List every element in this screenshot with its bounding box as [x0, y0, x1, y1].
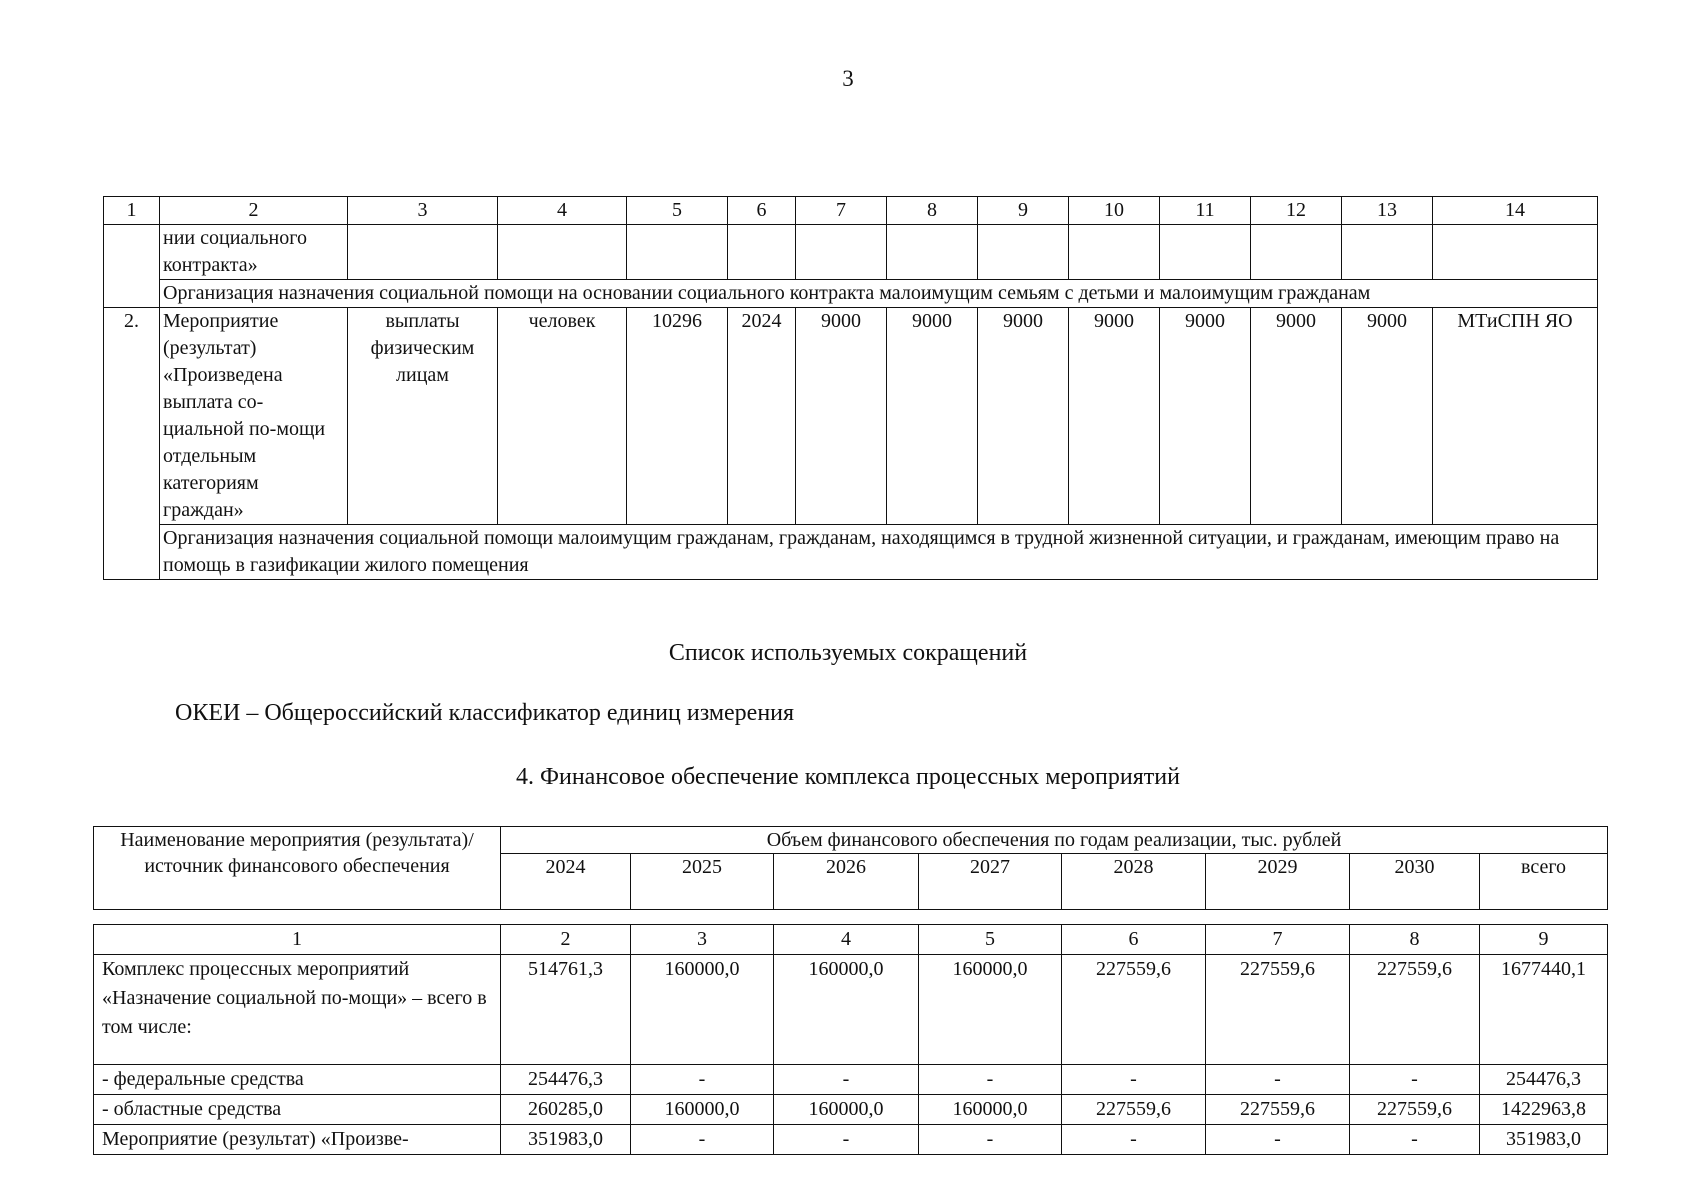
- table-cell: [1069, 225, 1160, 280]
- year-header: 2025: [631, 854, 774, 910]
- table-row: [94, 955, 1608, 1065]
- total-header: всего: [1480, 854, 1608, 910]
- value-cell: 160000,0: [919, 955, 1062, 1065]
- col-number: 6: [1062, 925, 1206, 955]
- col-header-group: Объем финансового обеспечения по годам реализации, тыс. рублей: [501, 827, 1608, 854]
- col-number: 8: [1350, 925, 1480, 955]
- task-description: Организация назначения социальной помощи на основании социального контракта малоимущим семьям с детьми и малоимущим гражданам: [160, 280, 1598, 308]
- col-number: 7: [796, 197, 887, 225]
- year-header: 2024: [501, 854, 631, 910]
- value-cell: -: [631, 1065, 774, 1095]
- table-cell: [498, 225, 627, 280]
- year-value: 9000: [1251, 308, 1342, 525]
- table-row: [94, 1095, 1608, 1125]
- value-cell: -: [774, 1125, 919, 1155]
- col-number: 4: [498, 197, 627, 225]
- value-cell: 351983,0: [501, 1125, 631, 1155]
- table-row: [94, 1125, 1608, 1155]
- value-cell: 227559,6: [1350, 955, 1480, 1065]
- row-number: 2.: [104, 308, 160, 580]
- year-header: 2030: [1350, 854, 1480, 910]
- measure-unit: человек: [498, 308, 627, 525]
- row-name: - областные средства: [94, 1095, 501, 1125]
- measure-name: Мероприятие (результат) «Произведена выплата со-циальной по-мощи отдельным категориям граждан»: [160, 308, 348, 525]
- table-row: [104, 225, 1598, 280]
- col-number: 1: [94, 925, 501, 955]
- table-cell: [1433, 225, 1598, 280]
- total-cell: 351983,0: [1480, 1125, 1608, 1155]
- year-value: 9000: [887, 308, 978, 525]
- col-number: 1: [104, 197, 160, 225]
- table-row: [94, 827, 1608, 854]
- value-cell: -: [631, 1125, 774, 1155]
- value-cell: -: [1350, 1065, 1480, 1095]
- value-cell: 227559,6: [1062, 955, 1206, 1065]
- abbreviations-heading: Список используемых сокращений: [668, 640, 1028, 666]
- year-value: 9000: [1069, 308, 1160, 525]
- year-value: 9000: [1160, 308, 1251, 525]
- value-cell: 227559,6: [1062, 1095, 1206, 1125]
- col-number: 2: [160, 197, 348, 225]
- value-cell: 160000,0: [774, 1095, 919, 1125]
- col-number: 4: [774, 925, 919, 955]
- total-cell: 1422963,8: [1480, 1095, 1608, 1125]
- table-cell: [978, 225, 1069, 280]
- col-number: 11: [1160, 197, 1251, 225]
- table-cell: [796, 225, 887, 280]
- year-header: 2027: [919, 854, 1062, 910]
- total-cell: 1677440,1: [1480, 955, 1608, 1065]
- value-cell: 227559,6: [1206, 1095, 1350, 1125]
- value-cell: -: [919, 1065, 1062, 1095]
- value-cell: 227559,6: [1350, 1095, 1480, 1125]
- col-number: 8: [887, 197, 978, 225]
- table-cell: [104, 225, 160, 308]
- col-number: 12: [1251, 197, 1342, 225]
- row-name: - федеральные средства: [94, 1065, 501, 1095]
- value-cell: 160000,0: [631, 955, 774, 1065]
- col-number: 3: [631, 925, 774, 955]
- table-row: [104, 280, 1598, 308]
- year-value: 9000: [1342, 308, 1433, 525]
- col-header-name: Наименование мероприятия (результата)/ источник финансового обеспечения: [94, 827, 501, 910]
- row-name: Комплекс процессных мероприятий «Назначение социальной по-мощи» – всего в том числе:: [94, 955, 501, 1065]
- task-description: Организация назначения социальной помощи малоимущим гражданам, гражданам, находящимся в трудной жизненной ситуации, и гражданам, имеющим право на помощь в газификации жилого помещения: [160, 525, 1598, 580]
- col-number: 10: [1069, 197, 1160, 225]
- value-cell: 160000,0: [919, 1095, 1062, 1125]
- results-table-header-row: [104, 197, 1598, 225]
- value-cell: 260285,0: [501, 1095, 631, 1125]
- measure-type: выплаты физическим лицам: [348, 308, 498, 525]
- finance-table: [93, 924, 1608, 1155]
- col-number: 14: [1433, 197, 1598, 225]
- table-cell: [887, 225, 978, 280]
- finance-table-header: [93, 826, 1608, 910]
- col-number: 2: [501, 925, 631, 955]
- value-cell: -: [1206, 1125, 1350, 1155]
- table-row: [94, 1065, 1608, 1095]
- value-cell: 254476,3: [501, 1065, 631, 1095]
- year-header: 2029: [1206, 854, 1350, 910]
- col-number: 5: [919, 925, 1062, 955]
- row-name: Мероприятие (результат) «Произве-: [94, 1125, 501, 1155]
- col-number: 9: [1480, 925, 1608, 955]
- table-cell: [348, 225, 498, 280]
- value-cell: -: [1206, 1065, 1350, 1095]
- table-cell: [627, 225, 728, 280]
- table-row: [104, 308, 1598, 525]
- value-cell: 514761,3: [501, 955, 631, 1065]
- value-cell: -: [1062, 1065, 1206, 1095]
- col-number: 9: [978, 197, 1069, 225]
- value-cell: 160000,0: [631, 1095, 774, 1125]
- abbreviation-okei: ОКЕИ – Общероссийский классификатор единиц измерения: [175, 700, 795, 726]
- col-number: 6: [728, 197, 796, 225]
- results-table: [103, 196, 1598, 580]
- value-cell: 227559,6: [1206, 955, 1350, 1065]
- total-cell: 254476,3: [1480, 1065, 1608, 1095]
- value-cell: -: [1062, 1125, 1206, 1155]
- value-cell: -: [774, 1065, 919, 1095]
- section-title: 4. Финансовое обеспечение комплекса процессных мероприятий: [516, 764, 1180, 790]
- table-cell: [728, 225, 796, 280]
- base-value: 10296: [627, 308, 728, 525]
- table-cell: [1251, 225, 1342, 280]
- col-number: 5: [627, 197, 728, 225]
- page-number: 3: [842, 66, 854, 91]
- year-header: 2026: [774, 854, 919, 910]
- value-cell: 160000,0: [774, 955, 919, 1065]
- col-number: 3: [348, 197, 498, 225]
- base-year: 2024: [728, 308, 796, 525]
- value-cell: -: [1350, 1125, 1480, 1155]
- col-number: 7: [1206, 925, 1350, 955]
- numbering-row: [94, 925, 1608, 955]
- year-value: 9000: [796, 308, 887, 525]
- col-number: 13: [1342, 197, 1433, 225]
- year-header: 2028: [1062, 854, 1206, 910]
- table-row: [104, 525, 1598, 580]
- table-cell: [1160, 225, 1251, 280]
- responsible: МТиСПН ЯО: [1433, 308, 1598, 525]
- year-value: 9000: [978, 308, 1069, 525]
- value-cell: -: [919, 1125, 1062, 1155]
- table-cell: [1342, 225, 1433, 280]
- table-cell: нии социального контракта»: [160, 225, 348, 280]
